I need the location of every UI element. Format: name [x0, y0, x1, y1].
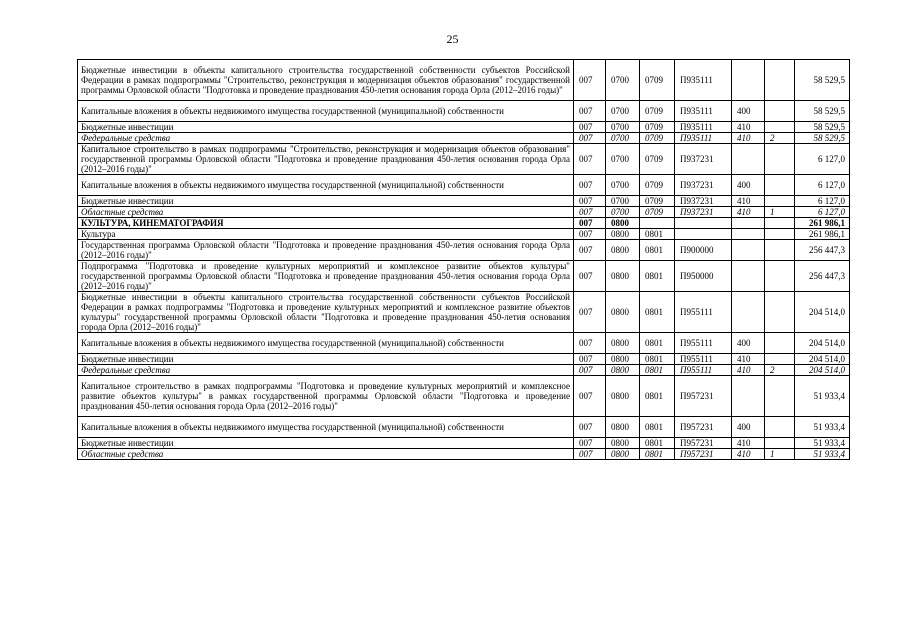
cell-pr: 0709	[640, 133, 675, 144]
cell-ved: 007	[574, 229, 606, 240]
cell-vr	[732, 240, 765, 261]
cell-source	[765, 333, 795, 354]
cell-vr: 400	[732, 101, 765, 122]
cell-rz: 0800	[606, 354, 640, 365]
cell-source: 2	[765, 365, 795, 376]
cell-amount: 51 933,4	[795, 438, 850, 449]
cell-source	[765, 122, 795, 133]
cell-vr	[732, 376, 765, 417]
table-row	[78, 229, 850, 240]
table-row	[78, 240, 850, 261]
cell-amount: 58 529,5	[795, 101, 850, 122]
cell-amount: 204 514,0	[795, 354, 850, 365]
cell-csr: П955111	[675, 365, 732, 376]
cell-source	[765, 101, 795, 122]
cell-vr: 400	[732, 175, 765, 196]
cell-ved: 007	[574, 218, 606, 229]
cell-csr: П955111	[675, 292, 732, 333]
cell-rz: 0800	[606, 417, 640, 438]
cell-rz: 0700	[606, 196, 640, 207]
cell-ved: 007	[574, 101, 606, 122]
cell-rz: 0800	[606, 261, 640, 292]
cell-source	[765, 417, 795, 438]
row-name: КУЛЬТУРА, КИНЕМАТОГРАФИЯ	[78, 218, 574, 229]
cell-vr	[732, 218, 765, 229]
cell-ved: 007	[574, 196, 606, 207]
cell-amount: 51 933,4	[795, 449, 850, 460]
cell-source: 1	[765, 449, 795, 460]
budget-table	[77, 59, 850, 460]
cell-pr: 0801	[640, 229, 675, 240]
cell-vr	[732, 261, 765, 292]
row-name: Государственная программа Орловской области "Подготовка и проведение празднования 450-летия основания города Орла (2012–2016 годы)"	[78, 240, 574, 261]
table-row	[78, 122, 850, 133]
cell-vr: 410	[732, 122, 765, 133]
cell-rz: 0700	[606, 175, 640, 196]
cell-ved: 007	[574, 417, 606, 438]
row-name: Бюджетные инвестиции	[78, 122, 574, 133]
table-row	[78, 449, 850, 460]
cell-rz: 0800	[606, 333, 640, 354]
cell-pr: 0709	[640, 207, 675, 218]
cell-csr: П900000	[675, 240, 732, 261]
cell-ved: 007	[574, 376, 606, 417]
cell-pr: 0801	[640, 333, 675, 354]
cell-pr: 0709	[640, 144, 675, 175]
cell-amount: 256 447,3	[795, 261, 850, 292]
table-row	[78, 365, 850, 376]
cell-rz: 0800	[606, 218, 640, 229]
cell-pr: 0709	[640, 122, 675, 133]
cell-rz: 0800	[606, 292, 640, 333]
table-row	[78, 144, 850, 175]
cell-csr: П935111	[675, 101, 732, 122]
cell-vr	[732, 60, 765, 101]
cell-amount: 261 986,1	[795, 218, 850, 229]
cell-vr	[732, 292, 765, 333]
row-name: Капитальные вложения в объекты недвижимого имущества государственной (муниципальной) собственности	[78, 175, 574, 196]
row-name: Областные средства	[78, 449, 574, 460]
cell-rz: 0700	[606, 144, 640, 175]
cell-rz: 0800	[606, 365, 640, 376]
table-row	[78, 417, 850, 438]
cell-csr: П935111	[675, 133, 732, 144]
table-row	[78, 292, 850, 333]
cell-csr: П935111	[675, 60, 732, 101]
cell-amount: 261 986,1	[795, 229, 850, 240]
cell-vr: 410	[732, 449, 765, 460]
cell-vr: 400	[732, 333, 765, 354]
row-name: Федеральные средства	[78, 365, 574, 376]
cell-pr: 0801	[640, 438, 675, 449]
cell-amount: 6 127,0	[795, 207, 850, 218]
cell-ved: 007	[574, 438, 606, 449]
cell-csr: П955111	[675, 354, 732, 365]
cell-pr: 0801	[640, 354, 675, 365]
cell-csr: П937231	[675, 144, 732, 175]
cell-source	[765, 438, 795, 449]
cell-rz: 0700	[606, 133, 640, 144]
cell-amount: 58 529,5	[795, 60, 850, 101]
cell-amount: 6 127,0	[795, 175, 850, 196]
cell-ved: 007	[574, 207, 606, 218]
cell-source	[765, 354, 795, 365]
cell-csr: П957231	[675, 449, 732, 460]
cell-source	[765, 218, 795, 229]
cell-rz: 0700	[606, 207, 640, 218]
table-row	[78, 207, 850, 218]
cell-vr: 410	[732, 133, 765, 144]
cell-vr: 400	[732, 417, 765, 438]
cell-pr: 0709	[640, 175, 675, 196]
row-name: Капитальные вложения в объекты недвижимого имущества государственной (муниципальной) собственности	[78, 101, 574, 122]
cell-rz: 0700	[606, 122, 640, 133]
cell-pr: 0801	[640, 449, 675, 460]
cell-amount: 204 514,0	[795, 292, 850, 333]
cell-amount: 256 447,3	[795, 240, 850, 261]
cell-amount: 58 529,5	[795, 133, 850, 144]
row-name: Капитальное строительство в рамках подпрограммы "Подготовка и проведение культурных мероприятий и комплексное развитие объектов культуры" в рамках государственной программы Орловской области "Подготовка и проведение празднования 450-летия основания города Орла (2012–2016 годы)"	[78, 376, 574, 417]
cell-csr: П957231	[675, 417, 732, 438]
cell-csr: П957231	[675, 438, 732, 449]
cell-rz: 0800	[606, 438, 640, 449]
row-name: Бюджетные инвестиции в объекты капитального строительства государственной собственности субъектов Российской Федерации в рамках подпрограммы "Строительство, реконструкция и модернизация объектов образования" государственной программы Орловской области "Подготовка и проведение празднования 450-летия основания города Орла (2012–2016 годы)"	[78, 60, 574, 101]
cell-pr: 0709	[640, 101, 675, 122]
table-body	[78, 60, 850, 460]
row-name: Подпрограмма "Подготовка и проведение культурных мероприятий и комплексное развитие объектов культуры" государственной программы Орловской области "Подготовка и проведение празднования 450-летия основания города Орла (2012–2016 годы)"	[78, 261, 574, 292]
cell-rz: 0800	[606, 229, 640, 240]
cell-ved: 007	[574, 261, 606, 292]
row-name: Капитальные вложения в объекты недвижимого имущества государственной (муниципальной) собственности	[78, 417, 574, 438]
cell-csr: П955111	[675, 333, 732, 354]
cell-source	[765, 60, 795, 101]
cell-ved: 007	[574, 333, 606, 354]
table-row	[78, 218, 850, 229]
cell-vr: 410	[732, 354, 765, 365]
cell-pr: 0801	[640, 417, 675, 438]
cell-ved: 007	[574, 354, 606, 365]
cell-ved: 007	[574, 240, 606, 261]
cell-csr: П937231	[675, 196, 732, 207]
cell-vr: 410	[732, 438, 765, 449]
cell-csr: П937231	[675, 207, 732, 218]
cell-vr: 410	[732, 207, 765, 218]
cell-rz: 0700	[606, 101, 640, 122]
table-row	[78, 354, 850, 365]
cell-source	[765, 144, 795, 175]
cell-amount: 58 529,5	[795, 122, 850, 133]
cell-rz: 0800	[606, 240, 640, 261]
cell-source	[765, 175, 795, 196]
cell-ved: 007	[574, 292, 606, 333]
cell-ved: 007	[574, 175, 606, 196]
cell-amount: 6 127,0	[795, 196, 850, 207]
cell-pr: 0709	[640, 196, 675, 207]
row-name: Бюджетные инвестиции	[78, 438, 574, 449]
cell-rz: 0800	[606, 376, 640, 417]
row-name: Областные средства	[78, 207, 574, 218]
row-name: Капитальное строительство в рамках подпрограммы "Строительство, реконструкция и модернизация объектов образования" государственной программы Орловской области "Подготовка и проведение празднования 450-летия основания города Орла (2012–2016 годы)"	[78, 144, 574, 175]
cell-csr: П937231	[675, 175, 732, 196]
table-row	[78, 175, 850, 196]
cell-source: 2	[765, 133, 795, 144]
row-name: Бюджетные инвестиции	[78, 354, 574, 365]
table-row	[78, 333, 850, 354]
cell-amount: 51 933,4	[795, 417, 850, 438]
row-name: Бюджетные инвестиции	[78, 196, 574, 207]
cell-source	[765, 196, 795, 207]
cell-ved: 007	[574, 449, 606, 460]
table-row	[78, 196, 850, 207]
row-name: Капитальные вложения в объекты недвижимого имущества государственной (муниципальной) собственности	[78, 333, 574, 354]
cell-csr	[675, 229, 732, 240]
row-name: Бюджетные инвестиции в объекты капитального строительства государственной собственности субъектов Российской Федерации в рамках подпрограммы "Подготовка и проведение культурных мероприятий и комплексное развитие объектов культуры" государственной программы Орловской области "Подготовка и проведение празднования 450-летия основания города Орла (2012–2016 годы)"	[78, 292, 574, 333]
cell-ved: 007	[574, 122, 606, 133]
page-number: 25	[446, 32, 459, 46]
cell-vr	[732, 144, 765, 175]
cell-pr: 0709	[640, 60, 675, 101]
cell-ved: 007	[574, 60, 606, 101]
cell-source	[765, 292, 795, 333]
cell-ved: 007	[574, 144, 606, 175]
cell-vr: 410	[732, 196, 765, 207]
cell-pr	[640, 218, 675, 229]
cell-csr: П950000	[675, 261, 732, 292]
cell-pr: 0801	[640, 376, 675, 417]
cell-ved: 007	[574, 133, 606, 144]
row-name: Культура	[78, 229, 574, 240]
table-row	[78, 376, 850, 417]
cell-amount: 204 514,0	[795, 333, 850, 354]
cell-amount: 6 127,0	[795, 144, 850, 175]
table-row	[78, 438, 850, 449]
table-row	[78, 101, 850, 122]
cell-amount: 204 514,0	[795, 365, 850, 376]
cell-vr	[732, 229, 765, 240]
cell-pr: 0801	[640, 292, 675, 333]
cell-csr: П957231	[675, 376, 732, 417]
cell-source	[765, 261, 795, 292]
cell-pr: 0801	[640, 240, 675, 261]
cell-pr: 0801	[640, 365, 675, 376]
cell-rz: 0700	[606, 60, 640, 101]
cell-source	[765, 376, 795, 417]
cell-csr: П935111	[675, 122, 732, 133]
table-row	[78, 261, 850, 292]
row-name: Федеральные средства	[78, 133, 574, 144]
cell-amount: 51 933,4	[795, 376, 850, 417]
table-row	[78, 133, 850, 144]
cell-source: 1	[765, 207, 795, 218]
cell-source	[765, 229, 795, 240]
cell-vr: 410	[732, 365, 765, 376]
cell-rz: 0800	[606, 449, 640, 460]
cell-csr	[675, 218, 732, 229]
cell-source	[765, 240, 795, 261]
table-row	[78, 60, 850, 101]
cell-ved: 007	[574, 365, 606, 376]
cell-pr: 0801	[640, 261, 675, 292]
